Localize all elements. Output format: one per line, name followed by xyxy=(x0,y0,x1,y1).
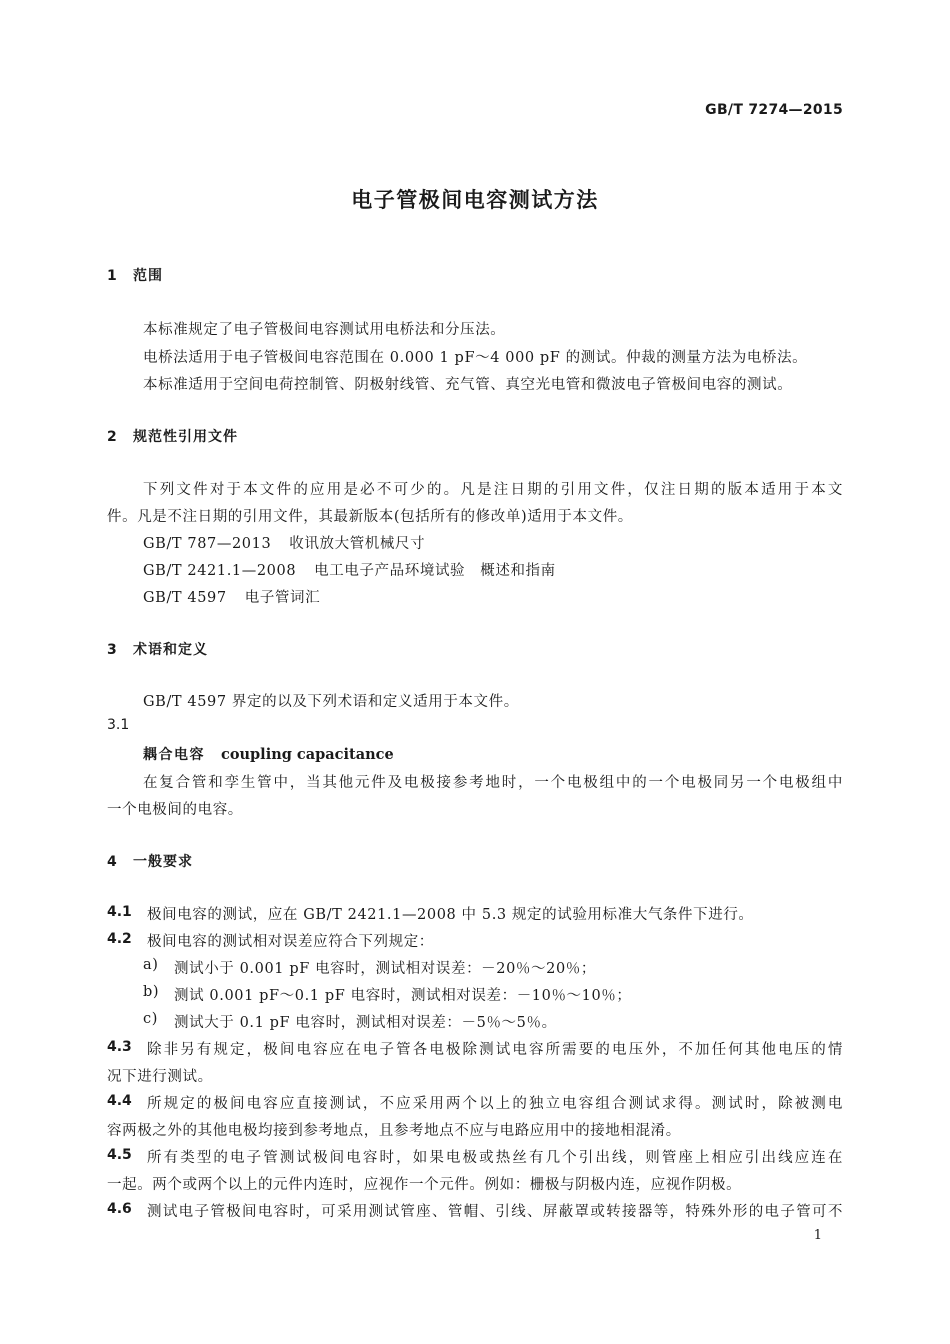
section-4-heading xyxy=(107,851,193,871)
clause-number: 4.1 xyxy=(107,904,132,920)
definition-line: 一个电极间的电容。 xyxy=(107,802,243,818)
document-title: 电子管极间电容测试方法 xyxy=(351,188,599,212)
term-english: coupling capacitance xyxy=(221,746,394,763)
clause-text: 极间电容的测试，应在 GB/T 2421.1—2008 中 5.3 规定的试验用标准大气条件下进行。 xyxy=(147,907,754,923)
clause-number: 4.4 xyxy=(107,1093,132,1109)
reference-code: GB/T 2421.1—2008 xyxy=(143,563,297,579)
paragraph: 本标准适用于空间电荷控制管、阴极射线管、充气管、真空光电管和微波电子管极间电容的测试。 xyxy=(143,377,793,393)
term-entry xyxy=(143,744,394,764)
clause-text: 极间电容的测试相对误差应符合下列规定： xyxy=(147,934,434,950)
reference-item xyxy=(143,532,425,553)
term-chinese: 耦合电容 xyxy=(143,747,205,763)
clause-line xyxy=(147,1200,843,1221)
clause-line: 况下进行测试。 xyxy=(107,1069,213,1085)
definition-text: 在复合管和孪生管中，当其他元件及电极接参考地时，一个电极组中的一个电极同另一个电极组中 xyxy=(143,775,843,791)
list-item-label: c) xyxy=(143,1011,158,1027)
reference-name: 收讯放大管机械尺寸 xyxy=(289,536,426,552)
section-number: 3 xyxy=(107,642,118,658)
clause-line xyxy=(147,1092,843,1113)
clause-text: 所规定的极间电容应直接测试，不应采用两个以上的独立电容组合测试求得。测试时，除被测电 xyxy=(147,1096,843,1112)
section-3-heading xyxy=(107,639,208,659)
reference-item xyxy=(143,559,556,580)
clause-text: 所有类型的电子管测试极间电容时，如果电极或热丝有几个引出线，则管座上相应引出线应连在 xyxy=(147,1150,843,1166)
clause-text: 除非另有规定，极间电容应在电子管各电极除测试电容所需要的电压外，不加任何其他电压的情 xyxy=(147,1042,843,1058)
paragraph: 电桥法适用于电子管极间电容范围在 0.000 1 pF～4 000 pF 的测试。仲裁的测量方法为电桥法。 xyxy=(143,350,808,366)
section-title: 范围 xyxy=(133,268,163,284)
reference-name: 电工电子产品环境试验 概述和指南 xyxy=(314,563,556,579)
section-2-heading xyxy=(107,426,238,446)
paragraph-line xyxy=(143,478,843,499)
list-item-label: a) xyxy=(143,957,159,973)
list-item-text: 测试小于 0.001 pF 电容时，测试相对误差：－20％～20％； xyxy=(174,961,596,977)
section-number: 1 xyxy=(107,268,118,284)
paragraph: 本标准规定了电子管极间电容测试用电桥法和分压法。 xyxy=(143,322,506,338)
standard-code: GB/T 7274—2015 xyxy=(705,102,843,118)
section-number: 4 xyxy=(107,854,118,870)
section-title: 一般要求 xyxy=(133,854,193,870)
list-item-label: b) xyxy=(143,984,160,1000)
paragraph: GB/T 4597 界定的以及下列术语和定义适用于本文件。 xyxy=(143,694,519,710)
reference-code: GB/T 787—2013 xyxy=(143,536,272,552)
list-item-text: 测试大于 0.1 pF 电容时，测试相对误差：－5％～5％。 xyxy=(174,1015,557,1031)
clause-number: 4.6 xyxy=(107,1201,132,1217)
section-title: 术语和定义 xyxy=(133,642,208,658)
section-number: 2 xyxy=(107,429,118,445)
paragraph-text: 下列文件对于本文件的应用是必不可少的。凡是注日期的引用文件，仅注日期的版本适用于本文 xyxy=(143,482,843,498)
page-number: 1 xyxy=(813,1228,822,1243)
paragraph-line: 件。凡是不注日期的引用文件，其最新版本(包括所有的修改单)适用于本文件。 xyxy=(107,509,633,525)
clause-number: 4.3 xyxy=(107,1039,132,1055)
section-1-heading xyxy=(107,265,163,285)
clause-line xyxy=(147,1146,843,1167)
reference-item xyxy=(143,586,320,607)
section-title: 规范性引用文件 xyxy=(133,429,238,445)
clause-line: 一起。两个或两个以上的元件内连时，应视作一个元件。例如：栅极与阴极内连，应视作阴极。 xyxy=(107,1177,742,1193)
reference-code: GB/T 4597 xyxy=(143,590,227,606)
clause-line: 容两极之外的其他电极均接到参考地点，且参考地点不应与电路应用中的接地相混淆。 xyxy=(107,1123,681,1139)
term-number: 3.1 xyxy=(107,717,130,733)
clause-number: 4.2 xyxy=(107,931,132,947)
definition-line xyxy=(143,771,843,792)
list-item-text: 测试 0.001 pF～0.1 pF 电容时，测试相对误差：－10％～10％； xyxy=(174,988,632,1004)
clause-text: 测试电子管极间电容时，可采用测试管座、管帽、引线、屏蔽罩或转接器等，特殊外形的电子管可不 xyxy=(147,1204,843,1220)
clause-number: 4.5 xyxy=(107,1147,132,1163)
reference-name: 电子管词汇 xyxy=(244,590,321,606)
clause-line xyxy=(147,1038,843,1059)
